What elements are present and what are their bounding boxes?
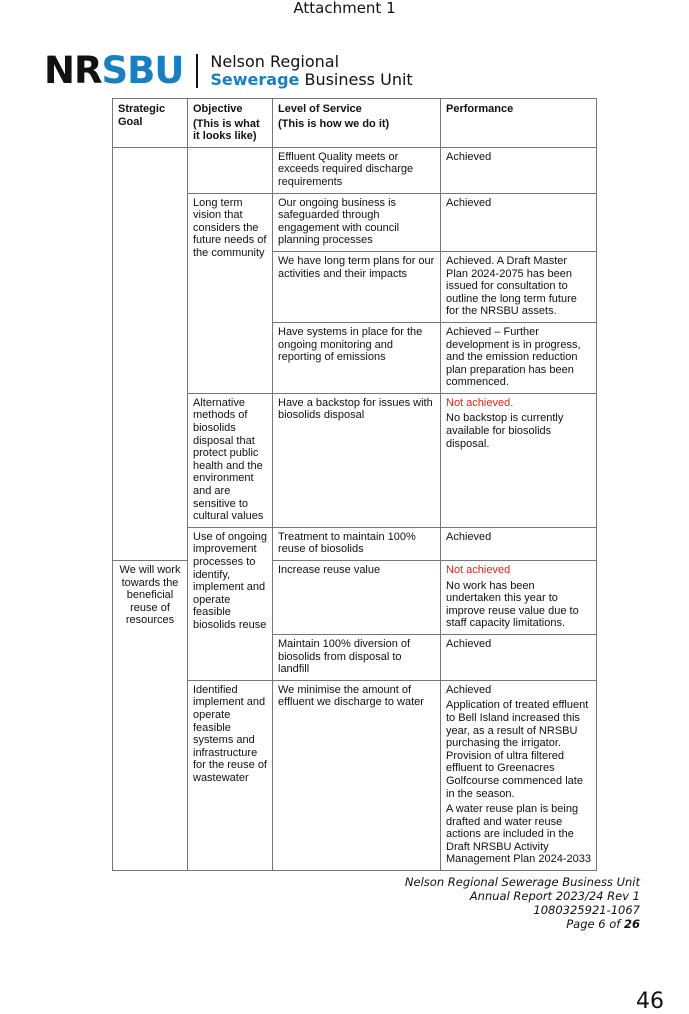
los-cell: Treatment to maintain 100% reuse of biosolids <box>273 527 441 560</box>
performance-cell <box>441 393 597 527</box>
performance-cell: Achieved <box>441 527 597 560</box>
los-cell: Our ongoing business is safeguarded through engagement with council planning processes <box>273 193 441 251</box>
header-performance: Performance <box>441 99 597 148</box>
los-cell: We minimise the amount of effluent we discharge to water <box>273 680 441 870</box>
table-row <box>113 561 597 635</box>
footer-page-total: 26 <box>623 917 640 931</box>
logo-line-2 <box>210 71 412 89</box>
objective-cell: Identified implement and operate feasible systems and infrastructure for the reuse of wastewater <box>188 680 273 870</box>
header-level-of-service <box>273 99 441 148</box>
page-footer <box>340 875 640 931</box>
los-cell: Have systems in place for the ongoing monitoring and reporting of emissions <box>273 322 441 393</box>
los-cell: Increase reuse value <box>273 561 441 635</box>
footer-doc-id: 1080325921-1067 <box>533 903 640 917</box>
header-objective-sub: (This is what it looks like) <box>193 117 260 143</box>
goal-cell-empty <box>113 147 188 560</box>
header-los-title: Level of Service <box>278 103 362 115</box>
footer-page <box>340 917 640 931</box>
level-of-service-table <box>112 98 597 871</box>
logo-divider <box>196 54 198 88</box>
performance-cell: Achieved <box>441 193 597 251</box>
header-los-sub: (This is how we do it) <box>278 117 390 130</box>
nrsbu-logo <box>44 51 413 91</box>
los-cell: We have long term plans for our activities and their impacts <box>273 251 441 322</box>
header-objective <box>188 99 273 148</box>
footer-report: Annual Report 2023/24 Rev 1 <box>469 889 640 903</box>
performance-note: No backstop is currently available for biosolids disposal. <box>446 412 564 450</box>
los-cell: Maintain 100% diversion of biosolids from disposal to landfill <box>273 634 441 680</box>
footer-page-prefix: Page 6 of <box>566 917 624 931</box>
objective-cell: Alternative methods of biosolids disposal that protect public health and the environment and are sensitive to cultural values <box>188 393 273 527</box>
performance-cell <box>441 561 597 635</box>
performance-cell: Achieved <box>441 634 597 680</box>
logo-line-2-rest: Business Unit <box>299 70 413 89</box>
status-achieved: Achieved <box>446 683 492 696</box>
table-row <box>113 147 597 193</box>
table-header-row <box>113 99 597 148</box>
logo-text <box>210 53 412 89</box>
status-not-achieved: Not achieved. <box>446 396 514 409</box>
header-strategic-goal: Strategic Goal <box>113 99 188 148</box>
page-number: 46 <box>636 989 664 1014</box>
performance-note: Application of treated effluent to Bell Island increased this year, as a result of NRSBU purchasing the irrigator. Provision of ultra filtered effluent to Greenacres Golfcourse commenced late in the season. <box>446 699 589 800</box>
logo-line-2-blue: Sewerage <box>210 70 300 89</box>
goal-cell: We will work towards the beneficial reuse of resources <box>113 561 188 871</box>
performance-cell <box>441 680 597 870</box>
performance-cell: Achieved – Further development is in progress, and the emission reduction plan preparation has been commenced. <box>441 322 597 393</box>
performance-note: A water reuse plan is being drafted and water reuse actions are included in the Draft NRSBU Activity Management Plan 2024-2033 <box>446 803 591 866</box>
logo-mark <box>44 51 183 91</box>
los-cell: Have a backstop for issues with biosolids disposal <box>273 393 441 527</box>
objective-cell-empty <box>188 147 273 193</box>
performance-note: No work has been undertaken this year to improve reuse value due to staff capacity limitations. <box>446 579 579 630</box>
logo-mark-blue: SBU <box>101 49 184 92</box>
objective-cell: Use of ongoing improvement processes to identify, implement and operate feasible biosolids reuse <box>188 527 273 680</box>
performance-cell: Achieved <box>441 147 597 193</box>
logo-line-1: Nelson Regional <box>210 52 340 71</box>
logo-mark-dark: NR <box>44 49 102 92</box>
los-cell: Effluent Quality meets or exceeds required discharge requirements <box>273 147 441 193</box>
performance-cell: Achieved. A Draft Master Plan 2024-2075 has been issued for consultation to outline the long term future for the NRSBU assets. <box>441 251 597 322</box>
objective-cell: Long term vision that considers the future needs of the community <box>188 193 273 393</box>
footer-org: Nelson Regional Sewerage Business Unit <box>404 875 640 889</box>
status-not-achieved: Not achieved <box>446 564 511 576</box>
attachment-label: Attachment 1 <box>293 0 396 17</box>
header-objective-title: Objective <box>193 103 243 115</box>
